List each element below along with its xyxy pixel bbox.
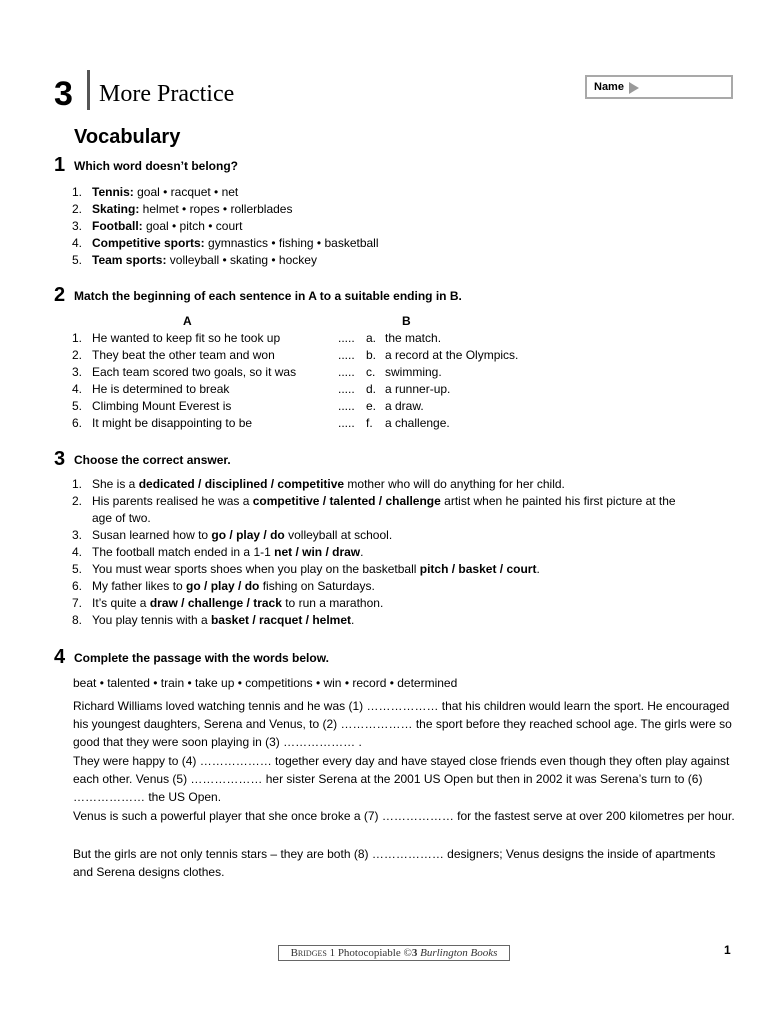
exercise-2-instruction: Match the beginning of each sentence in A to a suitable ending in B. [74, 289, 462, 303]
arrow-right-icon [629, 82, 639, 94]
answer-blank[interactable]: ..... [338, 382, 355, 396]
exercise-1-list [72, 184, 379, 269]
list-item: 1. Tennis: goal • racquet • net [72, 185, 239, 199]
table-row: 5. Climbing Mount Everest is ..... e. a draw. [72, 399, 424, 413]
name-label: Name [594, 81, 624, 93]
passage-paragraph: They were happy to (4) ……………… together every day and have stayed close friends even though they often play against each other. Venus (5) ……………… her sister Serena at the 2001 US Open but then in 2002 it was Serena’s turn to (6) ……………… the US Open. [73, 754, 730, 804]
exercise-2-number: 2 [54, 284, 66, 306]
passage-paragraph: Richard Williams loved watching tennis and he was (1) ……………… that his children would learn the sport. He encouraged his youngest daughters, Serena and Venus, to (2) ……………… the sport before they reached school age. The girls were so good that they were soon playing in (3) ……………… . [73, 699, 732, 749]
copyright-symbol: © [403, 947, 412, 959]
photocopiable-footer [278, 945, 510, 961]
photocopiable-label: Photocopiable [337, 947, 401, 959]
list-item: 5. You must wear sports shoes when you play on the basketball pitch / basket / court. [72, 562, 540, 576]
list-item: 5. Team sports: volleyball • skating • hockey [72, 253, 317, 267]
list-item: 1. She is a dedicated / disciplined / competitive mother who will do anything for her child. [72, 477, 565, 491]
list-item: 2. Skating: helmet • ropes • rollerblades [72, 202, 293, 216]
series-level: 1 [329, 947, 336, 959]
answer-blank[interactable]: ..... [338, 399, 355, 413]
list-item: 3. Susan learned how to go / play / do volleyball at school. [72, 528, 393, 542]
publisher-name: Burlington Books [420, 947, 498, 959]
column-a-heading: A [183, 314, 192, 328]
column-b-heading: B [402, 314, 411, 328]
list-item: 4. Competitive sports: gymnastics • fishing • basketball [72, 236, 379, 250]
list-item: 3. Football: goal • pitch • court [72, 219, 243, 233]
list-item: 6. My father likes to go / play / do fishing on Saturdays. [72, 579, 375, 593]
list-item: 2. His parents realised he was a competitive / talented / challenge artist when he painted his first picture at the [72, 494, 676, 508]
table-row: 1. He wanted to keep fit so he took up ..... a. the match. [72, 331, 442, 345]
unit-divider [87, 70, 90, 110]
list-item: 7. It’s quite a draw / challenge / track to run a marathon. [72, 596, 384, 610]
passage-paragraph: But the girls are not only tennis stars – they are both (8) ……………… designers; Venus designs the inside of apartments and Serena designs clothes. [73, 847, 716, 879]
answer-blank[interactable]: ..... [338, 416, 355, 430]
exercise-4-number: 4 [54, 646, 66, 668]
exercise-3-instruction: Choose the correct answer. [74, 453, 231, 467]
list-item: 8. You play tennis with a basket / racquet / helmet. [72, 613, 355, 627]
word-bank: beat • talented • train • take up • competitions • win • record • determined [73, 676, 458, 690]
list-item-continuation: age of two. [92, 511, 151, 525]
passage-paragraph: Venus is such a powerful player that she once broke a (7) ……………… for the fastest serve at over 200 kilometres per hour. [73, 809, 735, 823]
exercise-1-number: 1 [54, 154, 66, 176]
publisher-logo: 3 [411, 947, 418, 959]
matching-table [72, 330, 519, 432]
exercise-4-instruction: Complete the passage with the words below. [74, 651, 329, 665]
list-item: 4. The football match ended in a 1-1 net / win / draw. [72, 545, 364, 559]
unit-number: 3 [54, 75, 73, 113]
name-field[interactable] [585, 75, 733, 99]
exercise-1-instruction: Which word doesn’t belong? [74, 159, 238, 173]
answer-blank[interactable]: ..... [338, 365, 355, 379]
page-number: 1 [724, 943, 731, 957]
table-row: 4. He is determined to break ..... d. a runner-up. [72, 382, 451, 396]
series-name: Bridges [290, 947, 327, 959]
table-row: 6. It might be disappointing to be ..... f. a challenge. [72, 416, 450, 430]
answer-blank[interactable]: ..... [338, 348, 355, 362]
answer-blank[interactable]: ..... [338, 331, 355, 345]
exercise-3-number: 3 [54, 448, 66, 470]
section-title: Vocabulary [74, 126, 181, 148]
table-row: 3. Each team scored two goals, so it was ..... c. swimming. [72, 365, 442, 379]
exercise-3-list [72, 476, 676, 629]
unit-title: More Practice [99, 81, 235, 107]
table-row: 2. They beat the other team and won ..... b. a record at the Olympics. [72, 348, 519, 362]
